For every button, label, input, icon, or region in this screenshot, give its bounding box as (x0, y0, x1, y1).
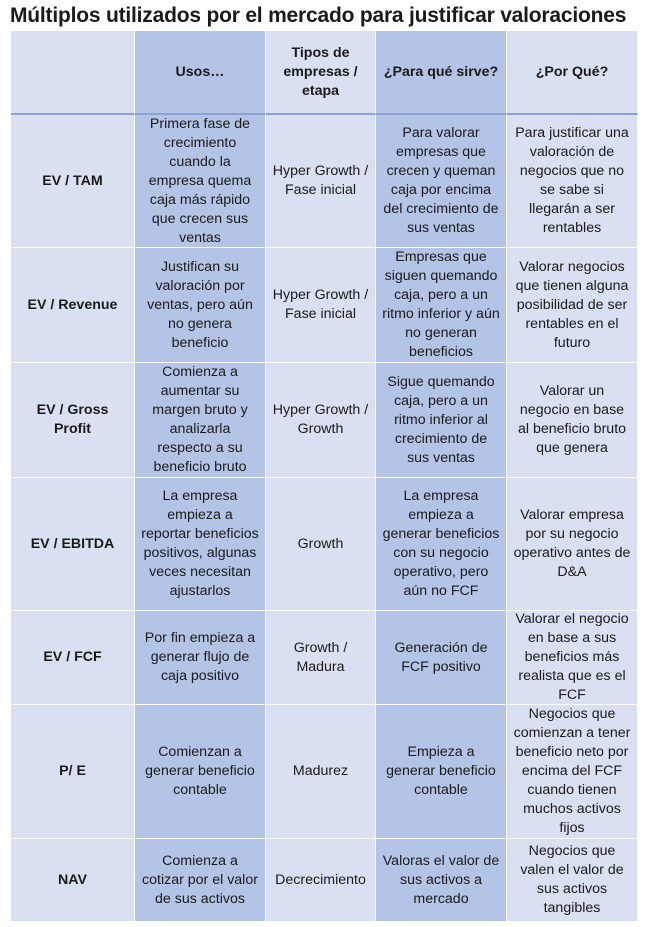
header-cell-por-que: ¿Por Qué? (507, 31, 638, 115)
row-label: EV / TAM (11, 115, 135, 248)
cell-usos: Primera fase de crecimiento cuando la empresa quema caja más rápido que crecen sus ventas (135, 115, 266, 248)
cell-usos: La empresa empieza a reportar beneficios positivos, algunas veces necesitan ajustarlos (135, 478, 266, 611)
cell-tipos: Hyper Growth / Growth (266, 363, 376, 478)
cell-tipos: Hyper Growth / Fase inicial (266, 115, 376, 248)
row-label: EV / Revenue (11, 248, 135, 363)
cell-por-que: Para justificar una valoración de negocios que no se sabe si llegarán a ser rentables (507, 115, 638, 248)
header-cell-tipos: Tipos de empresas / etapa (266, 31, 376, 115)
cell-tipos: Decrecimiento (266, 839, 376, 922)
header-cell-empty (11, 31, 135, 115)
cell-usos: Comienza a aumentar su margen bruto y analizarla respecto a su beneficio bruto (135, 363, 266, 478)
cell-usos: Por fin empieza a generar flujo de caja positivo (135, 611, 266, 705)
cell-por-que: Negocios que comienzan a tener beneficio neto por encima del FCF cuando tienen muchos activos fijos (507, 705, 638, 839)
cell-por-que: Valorar el negocio en base a sus beneficios más realista que es el FCF (507, 611, 638, 705)
cell-para-que: Generación de FCF positivo (376, 611, 507, 705)
cell-tipos: Madurez (266, 705, 376, 839)
cell-tipos: Growth / Madura (266, 611, 376, 705)
cell-para-que: La empresa empieza a generar beneficios con su negocio operativo, pero aún no FCF (376, 478, 507, 611)
cell-para-que: Empresas que siguen quemando caja, pero a un ritmo inferior y aún no generan beneficios (376, 248, 507, 363)
cell-tipos: Growth (266, 478, 376, 611)
cell-por-que: Valorar negocios que tienen alguna posibilidad de ser rentables en el futuro (507, 248, 638, 363)
header-cell-usos: Usos… (135, 31, 266, 115)
row-label: NAV (11, 839, 135, 922)
page-title: Múltiplos utilizados por el mercado para justificar valoraciones (10, 4, 627, 27)
valuation-multiples-table (11, 31, 638, 922)
cell-para-que: Sigue quemando caja, pero a un ritmo inferior al crecimiento de sus ventas (376, 363, 507, 478)
cell-para-que: Valoras el valor de sus activos a mercado (376, 839, 507, 922)
row-label: EV / Gross Profit (11, 363, 135, 478)
cell-por-que: Negocios que valen el valor de sus activos tangibles (507, 839, 638, 922)
cell-por-que: Valorar un negocio en base al beneficio bruto que genera (507, 363, 638, 478)
header-cell-para-que: ¿Para qué sirve? (376, 31, 507, 115)
cell-para-que: Para valorar empresas que crecen y queman caja por encima del crecimiento de sus ventas (376, 115, 507, 248)
cell-para-que: Empieza a generar beneficio contable (376, 705, 507, 839)
cell-usos: Comienza a cotizar por el valor de sus activos (135, 839, 266, 922)
cell-usos: Comienzan a generar beneficio contable (135, 705, 266, 839)
row-label: P/ E (11, 705, 135, 839)
row-label: EV / FCF (11, 611, 135, 705)
cell-usos: Justifican su valoración por ventas, pero aún no genera beneficio (135, 248, 266, 363)
row-label: EV / EBITDA (11, 478, 135, 611)
cell-tipos: Hyper Growth / Fase inicial (266, 248, 376, 363)
cell-por-que: Valorar empresa por su negocio operativo antes de D&A (507, 478, 638, 611)
